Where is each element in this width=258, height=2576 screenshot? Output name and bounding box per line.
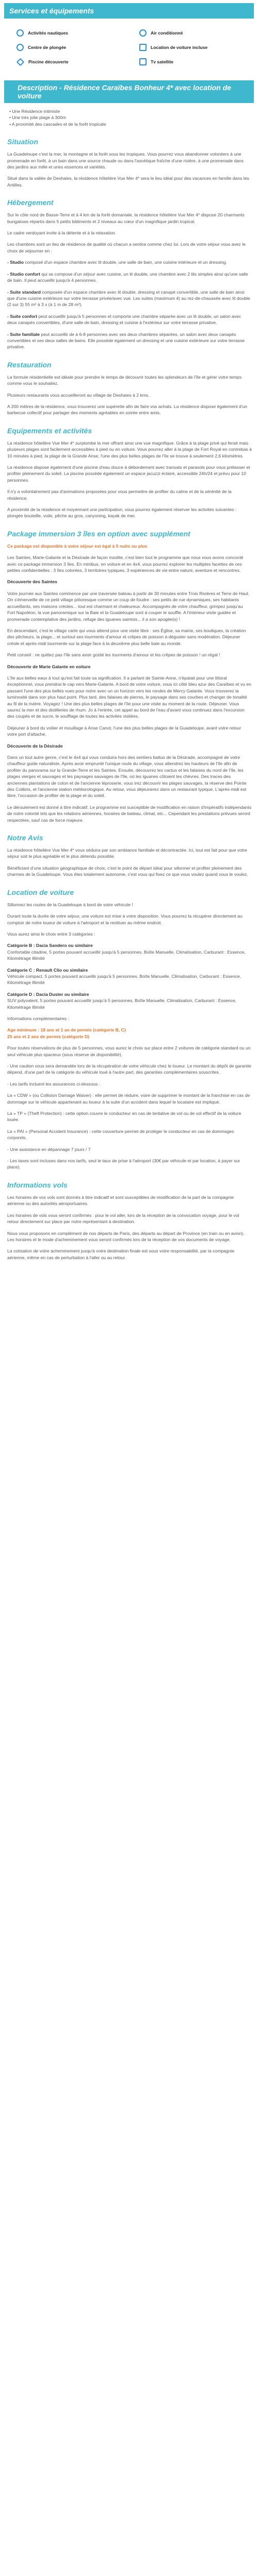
- car-category: [7, 942, 252, 961]
- room-type-text: composée d'un espace chambre avec lit double, dressing et canapé convertible, une salle de bain ainsi que d'une cuisine extérieure sur votre terrasse privée/avec vue. Les suites (maximum 4) au rez-de-chaussée avec lit double (2 sur 3) 55 m² à 3 x (à 1 m de 28 m²).: [7, 289, 250, 308]
- snowflake-icon: [139, 29, 147, 37]
- saintes-text: En descendant, c'est le village carte qui vous attend pour une visite libre : ses Église, sa mairie, ses boutiques, la création des pêcheurs, la plage... et surtout ses tourments d'amour et crêpes de poisson à déguster sans modération. Déjeuner créole et après-midi tourmente sur la plage face à la deuxième plus belle baie au monde.: [7, 628, 246, 646]
- location-heading: Location de voiture: [7, 888, 74, 896]
- immersion-heading: Package immersion 3 îles en option avec supplément: [7, 529, 190, 538]
- assistance-text: - Une assistance en dépannage 7 jours / 7: [7, 1146, 91, 1152]
- room-type: [7, 259, 252, 265]
- insurance-cdw: La « CDW » (ou Collision Damage Waiver) : elle permet de réduire, voire de supprimer le montant de la franchise en cas de dommage sur le véhicule appartenant au loueur à la suite d'un accident dans lequel le locataire est impliqué.: [7, 1093, 250, 1105]
- situation-heading: Situation: [7, 138, 38, 146]
- service-item: [129, 40, 252, 55]
- service-item: [6, 55, 129, 69]
- description-content: [0, 103, 258, 1261]
- activites-text: La résidence dispose également d'une piscine d'eau douce à débordement avec transats et parasols pour vous prélasser et profiter pleinement du soleil. La piscine possède également un espace jacuzzi éclairé, accessible 24h/24 et prévu pour 10 personnes.: [7, 465, 250, 483]
- restauration-text: A 200 mètres de la résidence, vous trouverez une supérette afin de faire vos achats. La résidence dispose également d'un barbecue collectif pour partager des moments agréables en soirée entre amis.: [7, 403, 248, 416]
- immersion-text: Les Saintes, Marie-Galante et la Désirade de façon insolite, c'est bien tout le programme que nous vous avons concocté avec ce package immersion 3 îles. En minibus, en voiture et en 4x4, vous pourrez explorer les multiples facettes de ces petites confidentielles : 3 îles colorées, 3 territoires typiques, 3 expériences de vie entre nature, aventure et rencontres.: [7, 555, 244, 573]
- room-type-label: - Studio: [7, 260, 24, 265]
- room-type-text: peut accueillir jusqu'à 5 personnes et comporte une chambre séparée avec un lit double, un salon avec deux canapés convertibles, d'une salle de bain, dressing et cuisine à l'extérieur sur votre terrasse privative.: [7, 313, 241, 326]
- room-type-label: - Studio confort: [7, 271, 40, 277]
- car-category-label: Catégorie C : Renault Clio ou similaire: [7, 967, 88, 973]
- service-item: [129, 55, 252, 69]
- saintes-title: Découverte des Saintes: [7, 579, 57, 585]
- car-category-text: Véhicule compact, 5 portes pouvant accueillir jusqu'à 5 personnes, Boîte Manuelle, Climatisation, Carburant : Essence, Kilométrage Illimité: [7, 973, 241, 986]
- location-text: - Une caution vous sera demandée lors de la récupération de votre véhicule chez le loueur. Le montant du dépôt de garantie dépend, d'une part de la catégorie du véhicule loué à l'autre part, des garanties complémentaires souscrites.: [7, 1063, 251, 1075]
- vols-text: Les horaires de vos vols sont donnés à titre indicatif et sont susceptibles de modification de la part de la compagnie aérienne ou des autorités aéroportuaires.: [7, 1194, 234, 1207]
- marie-galante-text: Déjeuner à bord du voilier et mouillage à Anse Canot, l'une des plus belles plages de la Guadeloupe, avant votre retour votre port d'attache.: [7, 725, 241, 737]
- list-item: • Une très jolie plage à 300m: [9, 114, 252, 121]
- immersion-note: Ce package est disponible à votre séjour est égal à 5 nuits ou plus: [7, 543, 148, 549]
- activites-text: A proximité de la résidence et moyennant une participation, vous pourrez également réserver les activités suivantes : plongée bouteille, voile, pêche au gros, canyoning, kayak de mer.: [7, 507, 237, 519]
- room-type-text: peut accueillir de à 6-8 personnes avec ses deux chambres séparées, un salon avec deux canapés convertibles et ses deux salles de bains. Elle possède également un dressing et une cuisine extérieure sur votre terrasse privative.: [7, 331, 245, 350]
- location-text: Vous aurez ainsi le choix entre 3 catégories :: [7, 931, 95, 937]
- age-requirement: 25 ans et 2 ans de permis (catégorie D): [7, 1033, 90, 1039]
- hebergement-text: Sur le côte nord de Basse-Terre et à 4 km de la forêt domaniale, la résidence hôtelière Vue Mer 4* dispose 20 charmants bungalows répartis dans 5 petits bâtiments et 2 niveaux au cœur d'un magnifique jardin tropical.: [7, 212, 245, 224]
- service-item: [129, 26, 252, 40]
- boat-icon: [17, 29, 24, 37]
- avis-text: La résidence hôtelière Vue Mer 4* vous séduira par son ambiance familiale et décontractée. Ici, tout est fait pour que votre séjour soit le plus agréable et le plus détendu possible.: [7, 848, 247, 859]
- hebergement-text: Les chambres sont un lieu de résidence de qualité où chacun a sentira comme chez lui. Lors de votre séjour vous avez le choix de séjourner en :: [7, 242, 246, 253]
- car-category-text: Confortable citadine, 5 portes pouvant accueillir jusqu'à 5 personnes, Boîte Manuelle, Climatisation, Carburant : Essence, Kilométrage Illimité: [7, 949, 246, 961]
- location-text: Durant toute la durée de votre séjour, une voiture est mise à votre disposition. Vous pourrez la récupérer directement au comptoir de notre loueur de voiture à l'aéroport et la restituer au même endroit.: [7, 913, 243, 925]
- car-category-text: SUV polyvalent, 5 portes pouvant accueillir jusqu'à 5 personnes, Boîte Manuelle, Climatisation, Carburant : Essence, Kilométrage Illimité: [7, 998, 236, 1010]
- vols-text: Les horaires de vols vous seront confirmés : pour le vol aller, lors de la réception de la convocation voyage, pour le vol retour directement sur place par notre représentant à destination.: [7, 1212, 239, 1225]
- insurance-tp: La « TP » (Theft Protection) : cette option couvre le conducteur en cas de tentative de vol ou de vol effectif de la voiture louée.: [7, 1111, 241, 1123]
- room-type: [7, 313, 252, 326]
- list-item: • A proximité des cascades et de la forêt tropicale: [9, 121, 252, 127]
- list-item: • Une Résidence intimiste: [9, 108, 252, 114]
- service-item: [6, 40, 129, 55]
- restauration-text: La formule résidentielle est idéale pour prendre le temps de découvrir toutes les splendeurs de l'île et gérer votre temps comme vous le souhaitez.: [7, 374, 242, 386]
- vols-text: Nous vous proposons en complément de nos départs de Paris, des départs au départ de Province (en train ou en avion). Les horaires et le mode d'acheminement vous seront confirmés lors de la réception de vos documents de voyage.: [7, 1230, 245, 1242]
- room-type: [7, 289, 252, 308]
- marie-galante-title: Découverte de Marie Galante en voiture: [7, 664, 91, 669]
- services-title: Services et équipements: [4, 3, 254, 19]
- age-requirement: Age minimum : 18 ans et 1 an de permis (catégorie B, C): [7, 1027, 126, 1033]
- car-category: [7, 967, 252, 986]
- service-item: [6, 26, 129, 40]
- activites-heading: Equipements et activités: [7, 426, 92, 435]
- hebergement-text: Le cadre verdoyant invite à la détente et à la relaxation.: [7, 230, 117, 236]
- car-icon: [139, 44, 147, 51]
- diving-icon: [17, 44, 24, 51]
- vols-heading: Informations vols: [7, 1180, 68, 1189]
- service-label: Location de voiture incluse: [151, 45, 208, 50]
- service-label: Activités nautiques: [28, 30, 68, 36]
- highlights-list: [9, 108, 252, 127]
- tv-icon: [139, 58, 147, 65]
- desirade-text: Le déroulement est donné à titre indicatif. Le programme est susceptible de modification en raison d'impératifs indépendants de notre volonté tels que les relations aériennes, horaires de bateau, climat, etc... Cependant les prestations prévues seront respectées, sauf cas de force majeure.: [7, 804, 252, 823]
- saintes-text: Petit conseil : ne quittez pas l'île sans avoir goûté les tourments d'amour et les crêpes de poisson ! un régal !: [7, 652, 220, 658]
- avis-text: Bénéficiant d'une situation géographique de choix, c'est le point de départ idéal pour sillonner et profiter pleinement des charmes de la Guadeloupe. Vous êtes totalement autonome, c'est vous qui fixez ce que vous voulez quand vous le voulez.: [7, 865, 248, 877]
- room-type: [7, 331, 252, 350]
- room-type-label: - Suite familiale: [7, 331, 40, 337]
- room-type-label: - Suite confort: [7, 313, 38, 319]
- service-label: Piscine découverte: [28, 59, 69, 64]
- situation-text: La Guadeloupe c'est la mer, la montagne et la forêt sous les tropiques. Vous pourrez vous abandonner volontiers à une promenade en forêt, à un bain dans une source chaude ou dans l'ascétique fraîche d'une rivière, à une promenade dans des jardins aux mille et unes essences et variétés.: [7, 151, 244, 170]
- hebergement-heading: Hébergement: [7, 198, 54, 207]
- avis-heading: Notre Avis: [7, 834, 43, 842]
- room-type-text: composé d'un espace chambre avec lit double, une salle de bain, une cuisine intérieure et un dressing.: [23, 260, 227, 265]
- desirade-text: Dans un tout autre genre, c'est le 4x4 qui vous conduira hors des sentiers battus de la Désirade, accompagné de votre chauffeur guide naturaliste. Après avoir emprunté l'unique route du village, vous attendrez les hauteurs de l'île afin de profiter du panorama sur la Grande-Terre et les Saintes. Ensuite, découvrez les cactus et les falaises du nord de l'île, les plages vierges et sauvages et les paysages sauvages de l'île, où les iguanes côtoient les chèvres. Des traces des anciennes plantations de coton et de l'ancienne léproserie, vous irez découvrir les plages sauvages, la réserve des Pointe des Colibris, et l'ancienne station météorologique. Au retour, vous déjeunerez dans un restaurant typique. L'après-midi est libre, l'occasion de profiter de la plage et du soleil.: [7, 755, 247, 799]
- info-title: Informations complémentaires :: [7, 1015, 69, 1021]
- car-category-label: Catégorie D : Dacia Duster ou similaire: [7, 991, 89, 997]
- room-type-label: - Suite standard: [7, 289, 41, 295]
- activites-text: Il n'y a volontairement pas d'animations proposées pour vous permettre de profiter du calme et de la sérénité de la résidence.: [7, 489, 232, 501]
- desirade-title: Découverte de la Désirade: [7, 743, 63, 749]
- car-category-label: Catégorie B : Dacia Sandero ou similaire: [7, 943, 93, 948]
- room-type: [7, 271, 252, 284]
- restauration-text: Plusieurs restaurants vous accueilleront au village de Deshaies à 2 kms.: [7, 392, 150, 398]
- pool-icon: [17, 58, 25, 66]
- service-label: Tv satellite: [151, 59, 173, 64]
- age-requirements: [7, 1027, 252, 1040]
- marie-galante-text: L'île aux belles eaux à tout qu'est fait toute sa signification. Il a parlant de Sainte-Anne, n'épatait pour une littoral éxceptionnel, vous prendrai le cap vers Marie-Galante. A bord de votre voiture, vous ici côté bleu azur des Caraïbes et vu en passant l'une des plus belles vues pour notre avec un un horizon vers les rondes de Mercy Galante. Vous trouverez la luminosité dans son plus haut point. Plus tard, des falaises de pierres, le paysage dans ses courbes et changer de tonalité au fil de la rivière. Voyagez ! Une des plus belles plages de l'île pour une visite au moment de la route. Déjeuner. Vous saurez la mer et des distilleries de rhum. Jo à l'entrée, cet appel au bord de l'eau d'avant vous continuez dans l'excursion des coupés et de sucre, le soufflage de toutes les activités visitées.: [7, 675, 251, 719]
- description-title: Description - Résidence Caraïbes Bonheur 4* avec location de voiture: [4, 80, 254, 103]
- situation-text: Situé dans la vallée de Deshaies, la résidence hôtelière Vue Mer 4* sera le lieu idéal pour des vacances en famille dans les Antilles.: [7, 176, 249, 188]
- location-text: Sillonnez les routes de la Guadeloupe à bord de votre véhicule !: [7, 902, 133, 907]
- vols-text: La cotisation de votre acheminement jusqu'à votre destination finale est sous votre responsabilité, par la compagnie aérienne, même en cas de perturbation à l'aller ou au retour.: [7, 1248, 235, 1260]
- location-text: - Les taxes sont incluses dans nos tarifs, seul le taux de prise à l'aéroport (30€ par véhicule et par location, à payer sur place).: [7, 1158, 240, 1170]
- services-list: [0, 19, 258, 73]
- location-text: Pour toutes réservations de plus de 5 personnes, vous aurez le choix sur place entre 2 voitures de catégorie standard ou un seul véhicule plus spacieux (sous réserve de disponibilité).: [7, 1045, 251, 1057]
- car-category: [7, 991, 252, 1010]
- room-type-text: qui se compose d'un séjour avec cuisine, un lit double, une chambre avec 2 lits simples ainsi qu'une salle de bain. Il peut accueillir jusqu'à 4 personnes.: [7, 271, 248, 283]
- restauration-heading: Restauration: [7, 360, 52, 369]
- service-label: Air conditionné: [151, 30, 183, 36]
- insurance-pai: La « PAI » (Personal Accident Insurance) : cette couverture permet de protéger le conducteur en cas de dommages corporels.: [7, 1128, 234, 1141]
- activites-text: La résidence hôtelière Vue Mer 4* surplombe la mer offrant ainsi une vue magnifique. Grâce à la plage privé qui ferait mais plusieurs plages sont facilement accessibles à pied ou en voiture. Vous pourrez aller à la plage de Fort Royal en contrebas à 10 minutes à pied, la plage de la Grande Anse, l'une des plus belles plages de l'île se trouve à seulement 2,6 kilomètres.: [7, 440, 252, 459]
- location-text: - Les tarifs incluent les assurances ci-dessous :: [7, 1081, 101, 1087]
- saintes-text: Votre journée aux Saintes commence par une traversée bateau à partir de 30 minutes entre Trois Rivières et Terre de Haut. On s'émerveille de ce petit village pittoresque comme un coup de foudre : ses petits de rue dynamiques, ses habitants accueillants, ses maisons créoles... tout est charmant et chaleureux. Accompagnés de votre chauffeur, grimpez jusqu'au Fort Napoléon, la vue panoramique sur la Baie et la Guadeloupe sont à couper le souffle. A l'intérieur visite guidée et promenade contemplative des jardins, refuge des iguanes saintois... il a son apogée(s) !: [7, 590, 250, 622]
- service-label: Centre de plongée: [28, 45, 67, 50]
